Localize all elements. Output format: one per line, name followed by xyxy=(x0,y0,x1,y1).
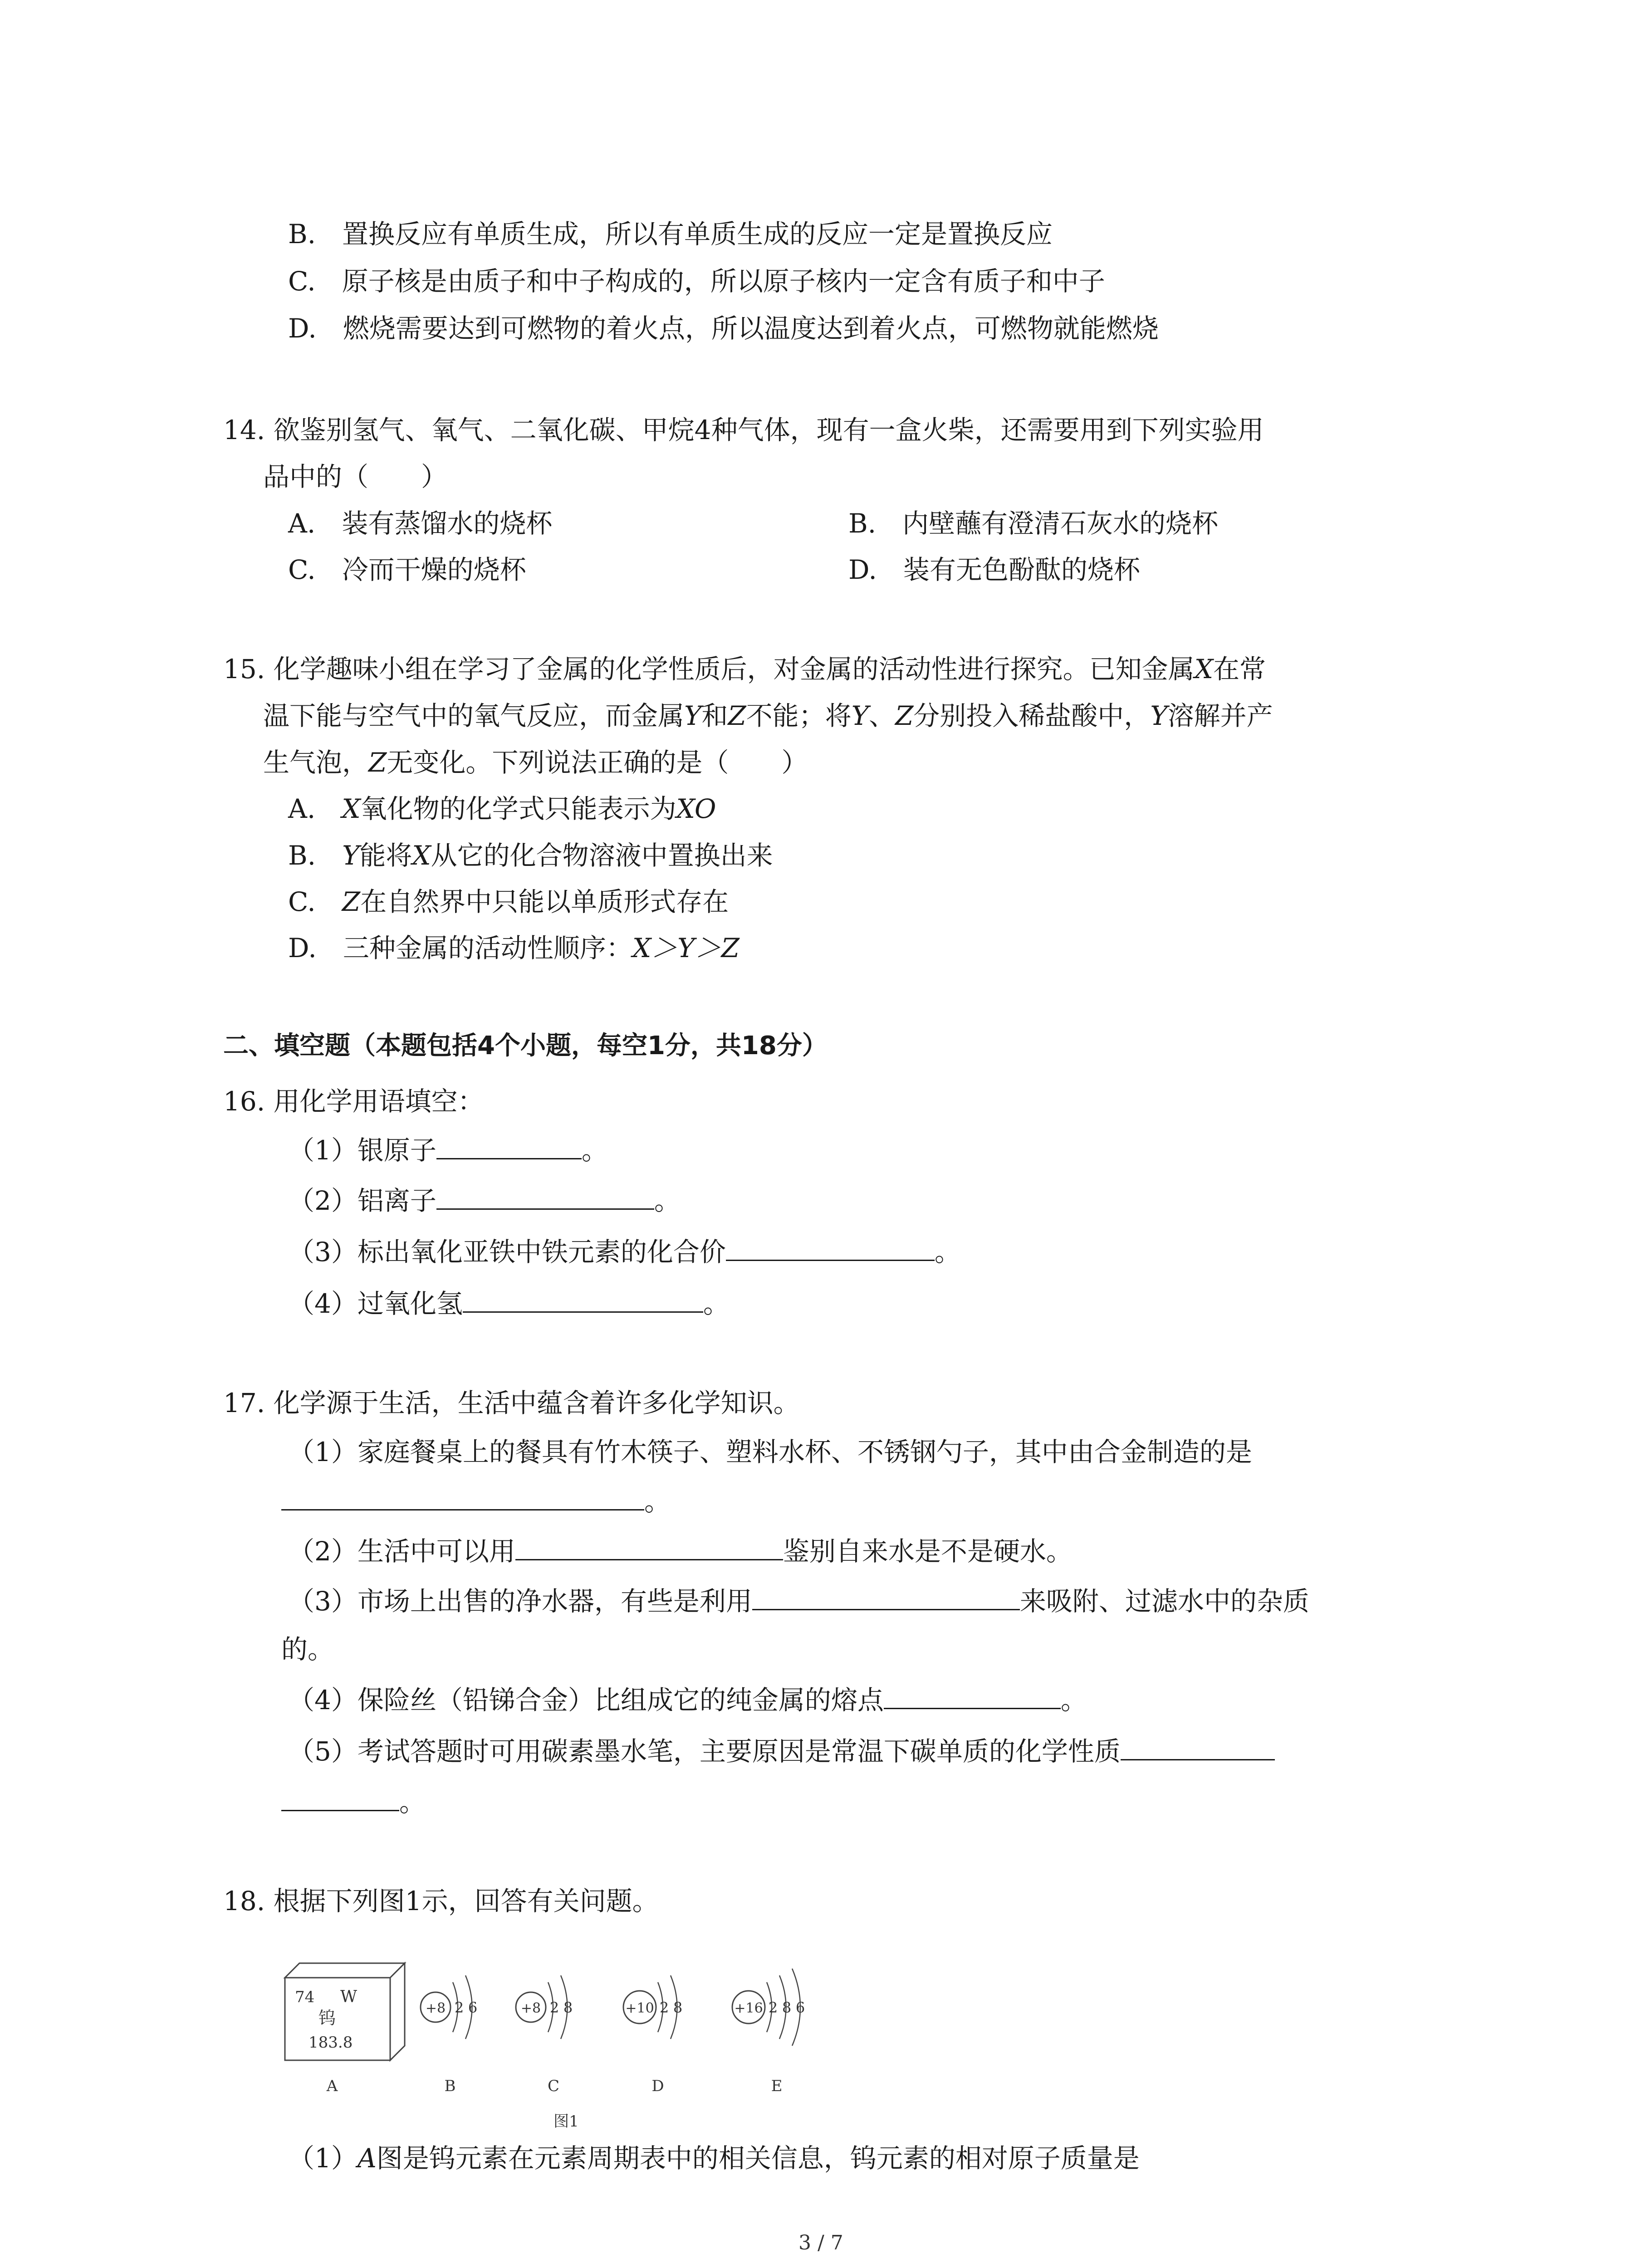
q16-part4: （4）过氧化氢 。 xyxy=(288,1288,730,1319)
figure-label-c: C xyxy=(547,2077,560,2095)
q14-option-d: D. 装有无色酚酞的烧杯 xyxy=(848,554,1140,585)
q16-part3: （3）标出氧化亚铁中铁元素的化合价 。 xyxy=(288,1237,961,1267)
q16-part2: （2）铝离子 。 xyxy=(288,1185,681,1216)
q14-option-a: A. 装有蒸馏水的烧杯 xyxy=(288,508,553,539)
q15-option-d: D. 三种金属的活动性顺序：X＞Y＞Z xyxy=(288,933,740,963)
electron-count: 6 xyxy=(468,1999,478,2016)
electron-count: 8 xyxy=(563,1999,573,2016)
figure-1 xyxy=(281,1955,880,2132)
answer-blank xyxy=(463,1288,703,1313)
electron-count: 2 xyxy=(659,1999,669,2016)
electron-count: 2 xyxy=(549,1999,559,2016)
q17-part5: （5）考试答题时可用碳素墨水笔，主要原因是常温下碳单质的化学性质 xyxy=(288,1734,1275,1769)
figure-label-d: D xyxy=(652,2077,664,2095)
q17-part3-cont: 的。 xyxy=(281,1634,334,1665)
q14-option-b: B. 内壁蘸有澄清石灰水的烧杯 xyxy=(848,508,1219,539)
q13-option-d: D. 燃烧需要达到可燃物的着火点，所以温度达到着火点，可燃物就能燃烧 xyxy=(288,313,1159,344)
q15-stem-line1: 15. 化学趣味小组在学习了金属的化学性质后，对金属的活动性进行探究。已知金属X在常 xyxy=(223,654,1266,684)
q18-stem: 18. 根据下列图1示，回答有关问题。 xyxy=(223,1886,659,1916)
q17-part2: （2）生活中可以用 鉴别自来水是不是硬水。 xyxy=(288,1536,1073,1567)
q17-part5-answer: 。 xyxy=(281,1785,426,1819)
q18-part1: （1）A图是钨元素在元素周期表中的相关信息，钨元素的相对原子质量是 xyxy=(288,2143,1140,2174)
figure-label-e: E xyxy=(771,2077,783,2095)
nucleus-charge: +16 xyxy=(734,2000,763,2016)
atom-structure-b xyxy=(421,1975,477,2039)
q16-part1: （1）银原子 。 xyxy=(288,1135,608,1166)
q14-stem-line2: 品中的（ ） xyxy=(263,461,448,492)
q15-stem-line2: 温下能与空气中的氧气反应，而金属Y和Z不能；将Y、Z分别投入稀盐酸中，Y溶解并产 xyxy=(263,700,1273,731)
atom-structure-e xyxy=(732,1969,805,2046)
answer-blank xyxy=(515,1535,783,1560)
nucleus-charge: +8 xyxy=(520,2000,541,2016)
electron-count: 8 xyxy=(782,1999,792,2016)
page-number: 3 / 7 xyxy=(798,2231,843,2254)
electron-count: 8 xyxy=(673,1999,683,2016)
answer-blank xyxy=(884,1684,1061,1709)
figure-label-b: B xyxy=(444,2077,456,2095)
figure-label-a: A xyxy=(326,2077,338,2095)
q15-option-c: C. Z在自然界中只能以单质形式存在 xyxy=(288,886,729,917)
q17-part3: （3）市场上出售的净水器，有些是利用 来吸附、过滤水中的杂质 xyxy=(288,1586,1309,1617)
atom-structure-d xyxy=(623,1975,682,2039)
atomic-mass: 183.8 xyxy=(309,2033,353,2052)
atom-structure-c xyxy=(516,1975,573,2039)
q17-part1-answer: 。 xyxy=(281,1484,671,1519)
q15-stem-line3: 生气泡，Z无变化。下列说法正确的是（ ） xyxy=(263,747,808,778)
q16-stem: 16. 用化学用语填空： xyxy=(223,1086,484,1117)
q15-option-b: B. Y能将X从它的化合物溶液中置换出来 xyxy=(288,840,773,871)
electron-count: 2 xyxy=(454,1999,464,2016)
nucleus-charge: +10 xyxy=(625,2000,654,2016)
section-heading: 二、填空题（本题包括4个小题，每空1分，共18分） xyxy=(223,1031,828,1061)
answer-blank xyxy=(436,1134,582,1159)
q15-option-a: A. X氧化物的化学式只能表示为XO xyxy=(288,793,716,824)
q17-part4: （4）保险丝（铅锑合金）比组成它的纯金属的熔点 。 xyxy=(288,1685,1087,1716)
answer-blank xyxy=(281,1486,644,1510)
answer-blank xyxy=(436,1185,654,1210)
q14-option-c: C. 冷而干燥的烧杯 xyxy=(288,554,526,585)
q17-stem: 17. 化学源于生活，生活中蕴含着许多化学知识。 xyxy=(223,1388,800,1418)
q17-part1: （1）家庭餐桌上的餐具有竹木筷子、塑料水杯、不锈钢勺子，其中由合金制造的是 xyxy=(288,1437,1252,1467)
element-tile xyxy=(285,1963,405,2060)
answer-blank xyxy=(281,1786,399,1811)
answer-blank xyxy=(752,1585,1020,1610)
atomic-number: 74 xyxy=(295,1988,315,2006)
nucleus-charge: +8 xyxy=(425,2000,446,2016)
electron-count: 2 xyxy=(768,1999,778,2016)
element-symbol: W xyxy=(340,1988,358,2006)
answer-blank xyxy=(726,1236,935,1261)
electron-count: 6 xyxy=(795,1999,805,2016)
element-name: 钨 xyxy=(318,2008,336,2028)
q13-option-c: C. 原子核是由质子和中子构成的，所以原子核内一定含有质子和中子 xyxy=(288,266,1105,297)
q13-option-b: B. 置换反应有单质生成，所以有单质生成的反应一定是置换反应 xyxy=(288,219,1053,249)
answer-blank xyxy=(1121,1735,1275,1760)
figure-caption: 图1 xyxy=(554,2112,579,2131)
q14-stem-line1: 14. 欲鉴别氢气、氧气、二氧化碳、甲烷4种气体，现有一盒火柴，还需要用到下列实验用 xyxy=(223,415,1264,445)
